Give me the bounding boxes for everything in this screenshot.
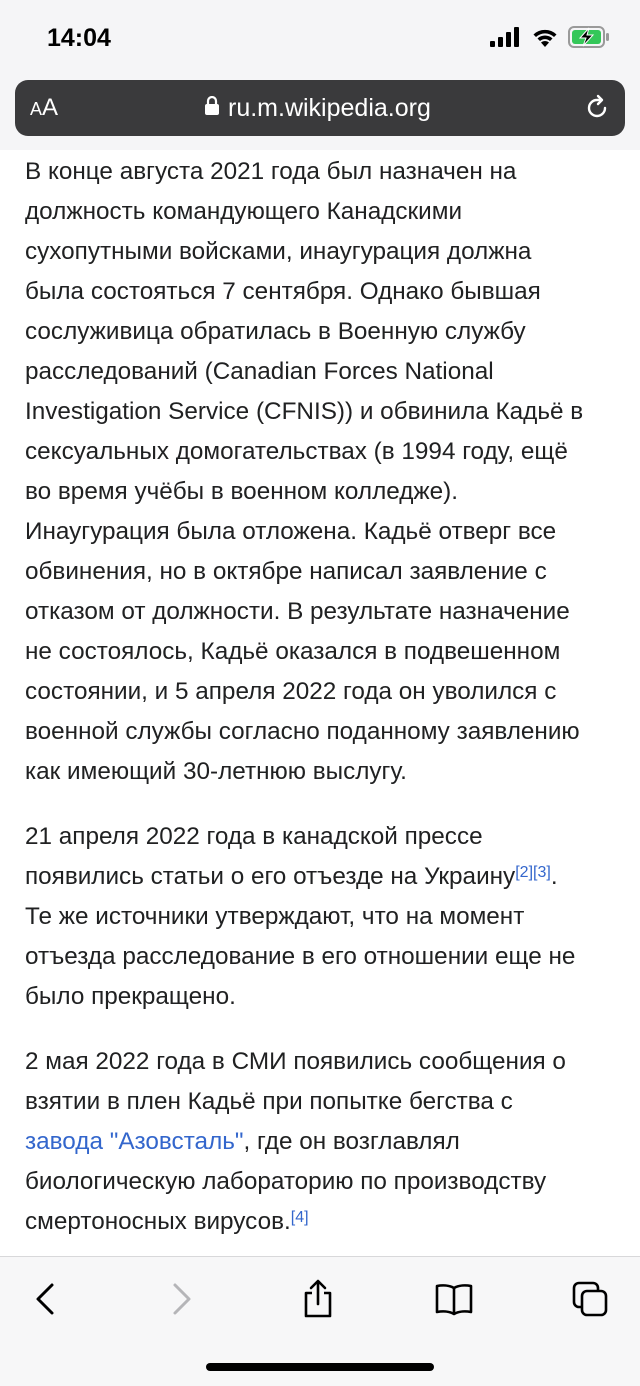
- text-size-button[interactable]: [30, 94, 58, 122]
- text-line: В конце августа 2021 года был назначен на: [25, 158, 517, 185]
- text-line: отъезда расследование в его отношении еще не: [25, 943, 576, 970]
- text-line-with-ref: [25, 1202, 615, 1242]
- text-segment: смертоносных вирусов.: [25, 1208, 291, 1235]
- book-icon: [434, 1282, 474, 1321]
- share-icon: [301, 1279, 335, 1324]
- text-line: сослуживица обратилась в Военную службу: [25, 318, 526, 345]
- url-field[interactable]: [205, 94, 431, 123]
- text-line: взятии в плен Кадьё при попытке бегства с: [25, 1088, 513, 1115]
- text-line: не состоялось, Кадьё оказался в подвешенном: [25, 638, 561, 665]
- url-text: ru.m.wikipedia.org: [228, 94, 431, 122]
- text-line: расследований (Canadian Forces National: [25, 358, 494, 385]
- status-icons: [490, 26, 610, 53]
- text-line: состоянии, и 5 апреля 2022 года он уволился с: [25, 678, 557, 705]
- reload-icon[interactable]: [583, 94, 611, 127]
- chevron-left-icon: [34, 1282, 56, 1321]
- text-line: во время учёбы в военном колледже).: [25, 478, 459, 505]
- status-bar: [0, 0, 640, 78]
- text-segment: , где он возглавлял: [243, 1128, 460, 1155]
- reference-link-2[interactable]: [2]: [515, 864, 534, 881]
- battery-charging-icon: [568, 26, 610, 53]
- share-button[interactable]: [296, 1279, 340, 1323]
- aa-big: A: [42, 94, 59, 121]
- text-line: Инаугурация была отложена. Кадьё отверг все: [25, 518, 557, 545]
- text-line: 2 мая 2022 года в СМИ появились сообщения о: [25, 1048, 566, 1075]
- address-area: [0, 78, 640, 150]
- signal-icon: [490, 27, 522, 52]
- paragraph-3: [25, 1042, 615, 1242]
- text-line-with-link: [25, 1122, 615, 1162]
- paragraph-1: [25, 152, 615, 792]
- text-line: обвинения, но в октябре написал заявление с: [25, 558, 547, 585]
- forward-button[interactable]: [160, 1279, 204, 1323]
- tabs-button[interactable]: [568, 1279, 612, 1323]
- text-segment: .: [550, 863, 558, 890]
- text-line: сухопутными войсками, инаугурация должна: [25, 238, 532, 265]
- text-line: была состояться 7 сентября. Однако бывшая: [25, 278, 541, 305]
- lock-icon: [205, 96, 219, 121]
- text-line: 21 апреля 2022 года в канадской прессе: [25, 823, 483, 850]
- chevron-right-icon: [171, 1282, 193, 1321]
- azovstal-link[interactable]: завода "Азовсталь": [25, 1128, 244, 1155]
- text-line: как имеющий 30-летнюю выслугу.: [25, 758, 407, 785]
- address-bar[interactable]: [15, 80, 625, 136]
- reference-link-4[interactable]: [4]: [290, 1209, 309, 1226]
- text-line: сексуальных домогательствах (в 1994 году, ещё: [25, 438, 568, 465]
- bookmarks-button[interactable]: [432, 1279, 476, 1323]
- article-content: [25, 152, 615, 1267]
- home-indicator: [206, 1363, 434, 1371]
- wifi-icon: [531, 27, 559, 52]
- paragraph-2: [25, 817, 615, 1017]
- tabs-icon: [572, 1281, 608, 1322]
- text-line: Те же источники утверждают, что на момент: [25, 903, 525, 930]
- status-time: 14:04: [47, 24, 111, 52]
- reference-link-3[interactable]: [3]: [533, 864, 551, 881]
- text-line: Investigation Service (CFNIS)) и обвинила Кадьё в: [25, 398, 584, 425]
- text-line: военной службы согласно поданному заявлению: [25, 718, 580, 745]
- text-line: должность командующего Канадскими: [25, 198, 463, 225]
- back-button[interactable]: [23, 1279, 67, 1323]
- text-line: отказом от должности. В результате назначение: [25, 598, 570, 625]
- text-line: было прекращено.: [25, 983, 236, 1010]
- text-segment: появились статьи о его отъезде на Украину: [25, 863, 516, 890]
- text-line-with-refs: [25, 857, 615, 897]
- text-line: биологическую лабораторию по производству: [25, 1168, 547, 1195]
- aa-small: A: [30, 99, 43, 119]
